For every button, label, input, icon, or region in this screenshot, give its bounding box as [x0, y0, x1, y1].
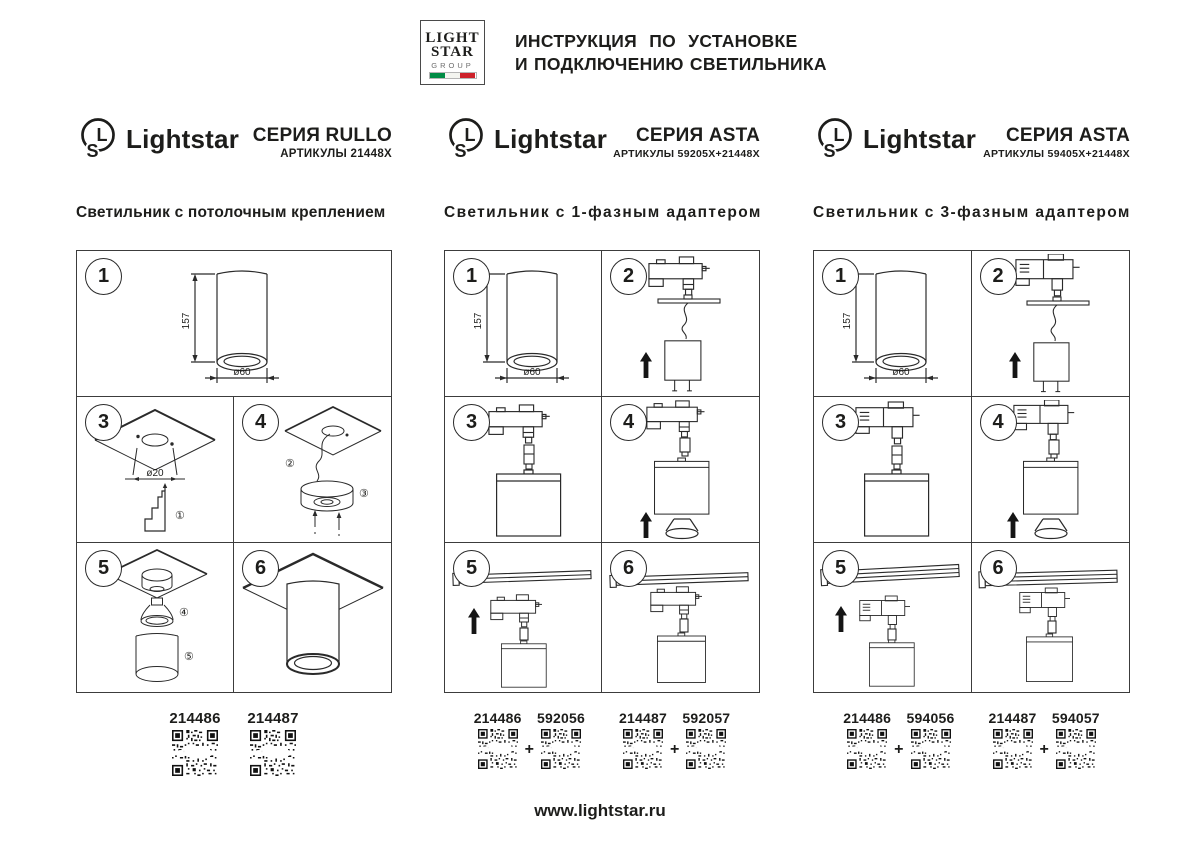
step-cell-2 [602, 251, 759, 397]
qr-code [623, 729, 663, 769]
brand-row [813, 112, 1130, 166]
qr-item [1051, 710, 1101, 769]
series-title: СЕРИЯ RULLO [252, 124, 392, 146]
qr-code [541, 729, 581, 769]
brand-wordmark: Lightstar [863, 123, 977, 154]
qr-label: 592057 [682, 710, 731, 726]
step-number-badge: 1 [453, 258, 490, 295]
step-cell-1 [77, 251, 391, 397]
svg-text:ø20: ø20 [146, 467, 164, 479]
step-number-badge: 6 [610, 550, 647, 587]
column-asta-1phase [444, 112, 760, 812]
qr-item [248, 710, 298, 776]
qr-label: 214486 [473, 710, 522, 726]
step-cell-5 [77, 543, 234, 692]
svg-text:④: ④ [179, 606, 189, 619]
step-cell-4 [972, 397, 1130, 543]
qr-label: 214486 [169, 710, 221, 727]
step-cell-3 [814, 397, 972, 543]
qr-label: 214487 [988, 710, 1037, 726]
qr-label: 214487 [619, 710, 667, 726]
doc-title-line2: И ПОДКЛЮЧЕНИЮ СВЕТИЛЬНИКА [515, 54, 827, 74]
qr-pair [988, 710, 1101, 769]
qr-code [250, 730, 296, 776]
svg-text:ø60: ø60 [892, 366, 910, 378]
qr-label: 594057 [1051, 710, 1100, 726]
qr-code [911, 729, 951, 769]
step-number-badge: 5 [85, 550, 122, 587]
step-number-badge: 3 [85, 404, 122, 441]
step-number-badge: 2 [610, 258, 647, 295]
step-number-badge: 1 [822, 258, 859, 295]
step-number-badge: 3 [822, 404, 859, 441]
column-subtitle: Светильник с потолочным креплением [76, 204, 386, 221]
qr-item [842, 710, 892, 769]
qr-label: 594056 [906, 710, 955, 726]
logo-line: STAR [431, 43, 474, 60]
qr-item [906, 710, 956, 769]
svg-text:⑤: ⑤ [184, 650, 194, 663]
column-rullo [76, 112, 392, 812]
step-cell-3 [77, 397, 234, 543]
step-number-badge: 2 [980, 258, 1017, 295]
articles-label: АРТИКУЛЫ 59205X+21448X [613, 147, 760, 160]
qr-row [76, 710, 392, 776]
italy-flag-icon [430, 73, 476, 78]
qr-code [172, 730, 218, 776]
qr-item [988, 710, 1038, 769]
articles-label: АРТИКУЛЫ 59405X+21448X [983, 147, 1130, 160]
column-subtitle: Светильник с 1-фазным адаптером [444, 204, 762, 221]
svg-text:157: 157 [842, 312, 854, 329]
step-number-badge: 4 [980, 404, 1017, 441]
step-number-badge: 1 [85, 258, 122, 295]
qr-code [1056, 729, 1096, 769]
step-number-badge: 6 [242, 550, 279, 587]
step-number-badge: 4 [610, 404, 647, 441]
qr-item [473, 710, 523, 769]
step-cell-5 [814, 543, 972, 692]
steps-grid-asta3 [813, 250, 1130, 693]
step-number-badge: 3 [453, 404, 490, 441]
qr-pair [618, 710, 731, 769]
qr-code [993, 729, 1033, 769]
step-cell-6 [602, 543, 759, 692]
plus-sign: + [894, 741, 904, 758]
logo-group-label: GROUP [431, 60, 474, 70]
step-cell-6 [234, 543, 391, 692]
step-cell-5 [445, 543, 602, 692]
steps-grid-asta1 [444, 250, 760, 693]
qr-pair [473, 710, 586, 769]
column-asta-3phase [813, 112, 1130, 812]
articles-label: АРТИКУЛЫ 21448X [280, 147, 392, 160]
series-title: СЕРИЯ ASTA [636, 124, 760, 146]
lightstar-bulb-icon [813, 112, 857, 166]
plus-sign: + [1039, 741, 1049, 758]
lightstar-group-logo [420, 20, 485, 85]
logo-line: LIGHT [425, 29, 480, 46]
qr-row [444, 710, 760, 769]
diagram-cylinder-dimensions [149, 259, 319, 389]
qr-item [681, 710, 731, 769]
brand-row [444, 112, 760, 166]
footer-url: www.lightstar.ru [534, 801, 666, 820]
step-number-badge: 5 [453, 550, 490, 587]
plus-sign: + [524, 741, 534, 758]
column-subtitle: Светильник с 3-фазным адаптером [813, 204, 1131, 221]
lightstar-bulb-icon [444, 112, 488, 166]
step-cell-6 [972, 543, 1130, 692]
step-cell-1 [814, 251, 972, 397]
qr-label: 214487 [247, 710, 299, 727]
plus-sign: + [670, 741, 680, 758]
svg-text:ø60: ø60 [523, 366, 541, 378]
qr-code [686, 729, 726, 769]
step-number-badge: 4 [242, 404, 279, 441]
sheet-header [420, 20, 827, 85]
qr-pair [842, 710, 955, 769]
step-number-badge: 6 [980, 550, 1017, 587]
qr-label: 592056 [537, 710, 585, 726]
svg-text:157: 157 [181, 312, 192, 329]
step-number-badge: 5 [822, 550, 859, 587]
series-title: СЕРИЯ ASTA [1006, 124, 1130, 146]
qr-item [170, 710, 220, 776]
qr-item [536, 710, 586, 769]
svg-text:ø60: ø60 [233, 366, 251, 378]
step-cell-3 [445, 397, 602, 543]
step-cell-1 [445, 251, 602, 397]
step-cell-2 [972, 251, 1130, 397]
qr-row [813, 710, 1130, 769]
qr-code [478, 729, 518, 769]
svg-text:①: ① [175, 509, 185, 522]
brand-wordmark: Lightstar [494, 123, 608, 154]
step-cell-4 [234, 397, 391, 543]
doc-title-line1: ИНСТРУКЦИЯ ПО УСТАНОВКЕ [515, 31, 798, 51]
qr-item [618, 710, 668, 769]
qr-label: 214486 [843, 710, 892, 726]
lightstar-bulb-icon [76, 112, 120, 166]
brand-row [76, 112, 392, 166]
steps-grid-rullo [76, 250, 392, 693]
brand-wordmark: Lightstar [126, 123, 240, 154]
svg-text:157: 157 [473, 312, 484, 329]
qr-code [847, 729, 887, 769]
doc-title [515, 20, 827, 76]
svg-text:③: ③ [358, 487, 369, 500]
svg-text:②: ② [284, 457, 295, 470]
step-cell-4 [602, 397, 759, 543]
